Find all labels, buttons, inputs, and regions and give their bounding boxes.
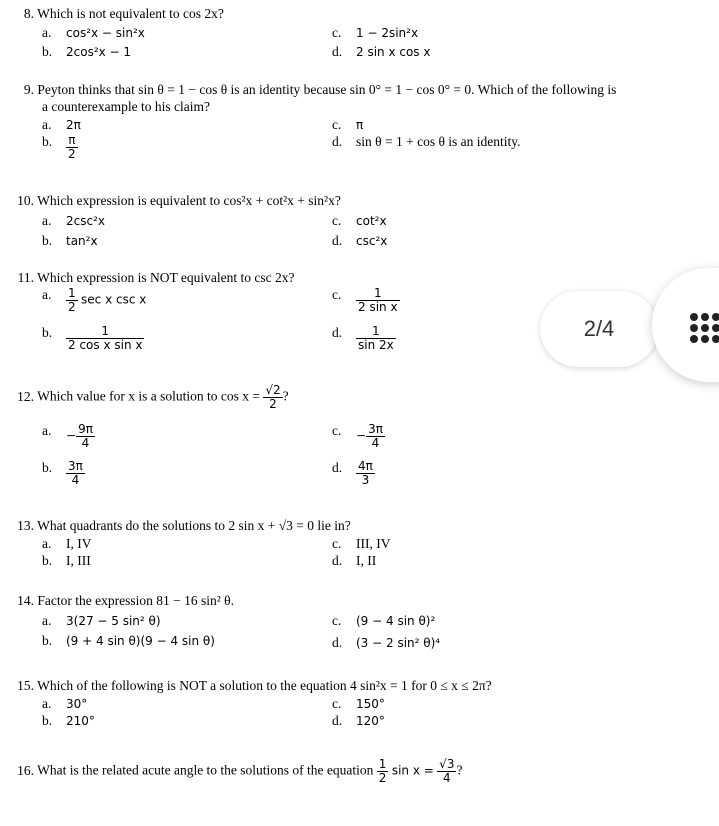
choice-d: d. $\frac{1}{\sin 2x}$ xyxy=(332,324,394,352)
choice-c: c. 150° xyxy=(332,696,385,711)
question-text: Which of the following is NOT a solution to the equation 4 sin²x = 1 for 0 ≤ x ≤ 2π? xyxy=(37,678,492,693)
question-text: What is the related acute angle to the solutions of the equation xyxy=(37,762,374,778)
page-indicator xyxy=(540,291,658,367)
choice-c: c. $\frac{1}{\text{2 sin x}}$ xyxy=(332,286,398,314)
choice-a: a. I, IV xyxy=(42,536,92,551)
grid-menu-icon[interactable] xyxy=(690,313,718,347)
choice-d: d. (3 − 2 sin² θ)⁴ xyxy=(332,635,441,650)
question-11: 11. Which expression is NOT equivalent to csc 2x? xyxy=(17,270,295,285)
choice-b: b. $\frac{3\pi}{4}$ xyxy=(42,459,83,487)
question-15: 15. Which of the following is NOT a solution to the equation 4 sin²x = 1 for 0 ≤ x ≤ 2π? xyxy=(17,678,492,693)
page-indicator-label: 2/4 xyxy=(583,316,615,341)
question-text: Factor the expression 81 − 16 sin² θ. xyxy=(37,593,234,608)
question-16: 16. What is the related acute angle to the solutions of the equation $\frac{1}{2}$ sin x = $\frac{√3}{4}$ ? xyxy=(17,757,463,785)
question-text-continued: a counterexample to his claim? xyxy=(42,99,210,114)
choice-c: c. − $\frac{3\pi}{4}$ xyxy=(332,422,383,450)
question-10: 10. Which expression is equivalent to cos²x + cot²x + sin²x? xyxy=(17,193,341,208)
question-12: 12. Which value for x is a solution to cos x = $\frac{√2}{2}$ ? xyxy=(17,383,289,411)
choice-b: b. $\frac{1}{\text{2 cos x sin x}}$ xyxy=(42,324,143,352)
question-text: Which expression is NOT equivalent to csc 2x? xyxy=(37,270,295,285)
question-9: 9. Peyton thinks that sin θ = 1 − cos θ is an identity because sin 0° = 1 − cos 0° = 0. Which of the following is xyxy=(23,82,617,97)
choice-c: c. III, IV xyxy=(332,536,391,551)
question-text: Which is not equivalent to cos 2x? xyxy=(37,6,224,21)
choice-a: a. 3(27 − 5 sin² θ) xyxy=(42,613,161,628)
choice-d: d. 2 sin x cos x xyxy=(332,44,431,59)
choice-c: c. (9 − 4 sin θ)² xyxy=(332,613,436,628)
choice-b: b. 210° xyxy=(42,713,95,728)
question-14: 14. Factor the expression 81 − 16 sin² θ. xyxy=(17,593,234,608)
choice-d: d. $\frac{4\pi}{3}$ xyxy=(332,459,373,487)
choice-a: a. 30° xyxy=(42,696,88,711)
question-text: Peyton thinks that sin θ = 1 − cos θ is an identity because sin 0° = 1 − cos 0° = 0. Which of the following is xyxy=(37,82,617,97)
question-number: 8. xyxy=(23,6,34,21)
choice-d: d. 120° xyxy=(332,713,385,728)
question-8 xyxy=(0,6,224,22)
choice-a: a. − $\frac{9\pi}{4}$ xyxy=(42,422,93,450)
choice-b: b. 2cos²x − 1 xyxy=(42,44,132,59)
question-text: Which value for x is a solution to cos x = xyxy=(37,388,260,404)
choice-c: c. π xyxy=(332,117,364,132)
choice-d: d. sin θ = 1 + cos θ is an identity. xyxy=(332,134,521,149)
choice-b: b. $\frac{\pi}{2}$ xyxy=(42,133,76,161)
choice-b: b. tan²x xyxy=(42,233,98,248)
choice-a: a. 2π xyxy=(42,117,81,132)
choice-b: b. I, III xyxy=(42,553,91,568)
question-text: What quadrants do the solutions to 2 sin x + √3 = 0 lie in? xyxy=(37,518,351,533)
choice-d: d. csc²x xyxy=(332,233,388,248)
choice-d: d. I, II xyxy=(332,553,377,568)
question-text: Which expression is equivalent to cos²x + cot²x + sin²x? xyxy=(37,193,341,208)
choice-c: c. cot²x xyxy=(332,213,387,228)
choice-a: a. 2csc²x xyxy=(42,213,105,228)
choice-a: a. cos²x − sin²x xyxy=(42,25,145,40)
question-13: 13. What quadrants do the solutions to 2 sin x + √3 = 0 lie in? xyxy=(17,518,351,533)
choice-b: b. (9 + 4 sin θ)(9 − 4 sin θ) xyxy=(42,633,215,648)
choice-c: c. 1 − 2sin²x xyxy=(332,25,419,40)
choice-a: a. $\frac{1}{2}$ sec x csc x xyxy=(42,286,147,314)
